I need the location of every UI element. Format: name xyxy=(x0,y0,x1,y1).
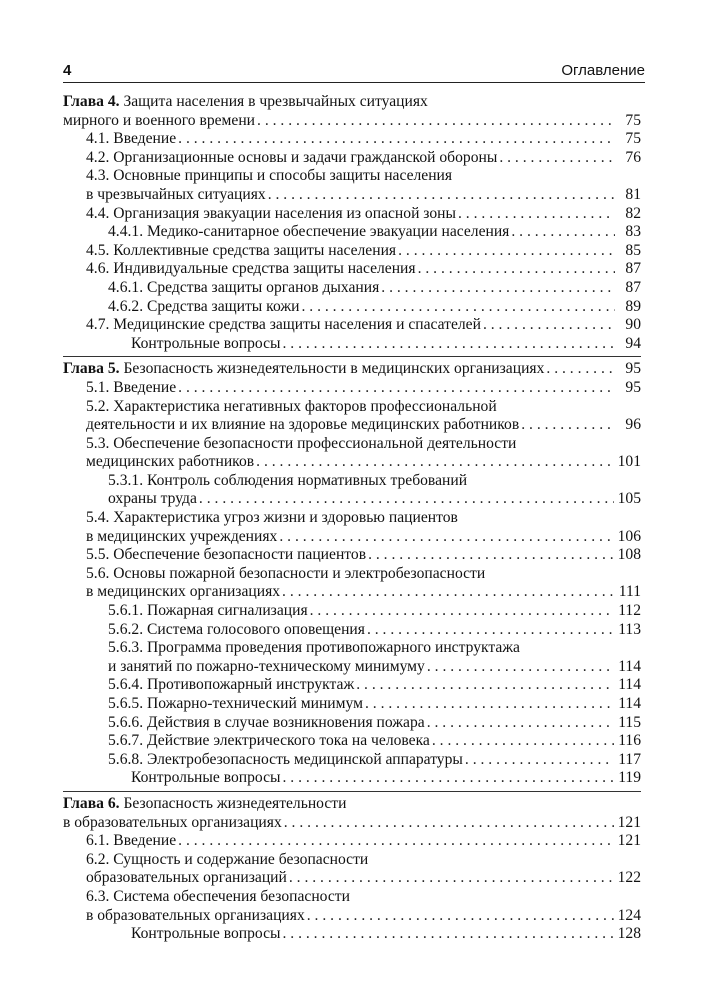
toc-entry-title: Контрольные вопросы xyxy=(131,769,281,787)
toc-entry-title: 4.2. Организационные основы и задачи гражданской обороны xyxy=(86,148,498,166)
toc-entry-title: 4.6.2. Средства защиты кожи xyxy=(108,297,300,315)
toc-entry-page: 112 xyxy=(618,602,641,620)
toc-entry-title: 5.3. Обеспечение безопасности профессиональной деятельности xyxy=(86,434,517,452)
toc-entry-line xyxy=(63,435,641,454)
toc-entry-line xyxy=(63,565,641,584)
table-of-contents xyxy=(63,93,641,944)
toc-entry-page: 116 xyxy=(618,732,641,750)
toc-entry[interactable] xyxy=(63,695,641,714)
chapter-label: Глава 5. xyxy=(63,360,120,378)
toc-entry-page: 87 xyxy=(625,278,641,296)
toc-entry-title: в образовательных организациях xyxy=(63,813,282,831)
toc-entry-title: 4.6.1. Средства защиты органов дыхания xyxy=(108,278,380,296)
toc-entry[interactable] xyxy=(63,621,641,640)
toc-entry-page: 95 xyxy=(625,360,641,378)
chapter-5-heading[interactable] xyxy=(63,360,641,379)
toc-entry-line xyxy=(63,888,641,907)
toc-entry-title: 4.4. Организация эвакуации населения из опасной зоны xyxy=(86,204,456,222)
toc-entry-page: 105 xyxy=(617,490,641,508)
toc-entry-title: 5.6.5. Пожарно-технический минимум xyxy=(108,695,363,712)
chapter-label: Глава 6. xyxy=(63,794,120,812)
toc-entry-title: 4.1. Введение xyxy=(86,130,177,148)
toc-entry-title: 5.6. Основы пожарной безопасности и электробезопасности xyxy=(86,564,486,582)
toc-entry-title: 6.2. Сущность и содержание безопасности xyxy=(86,850,369,868)
toc-entry[interactable] xyxy=(63,205,641,224)
chapter-title: Безопасность жизнедеятельности в медицинских организациях xyxy=(123,360,545,378)
toc-entry[interactable] xyxy=(63,814,641,833)
toc-entry-page: 85 xyxy=(625,241,641,259)
toc-entry-page: 111 xyxy=(618,583,641,601)
toc-entry-title: 5.5. Обеспечение безопасности пациентов xyxy=(86,546,367,564)
toc-entry[interactable] xyxy=(63,528,641,547)
toc-entry-page: 89 xyxy=(625,297,641,315)
toc-entry-page: 87 xyxy=(625,260,641,278)
toc-entry-title: 5.2. Характеристика негативных факторов профессиональной xyxy=(86,397,497,415)
toc-entry-page: 90 xyxy=(625,316,641,334)
toc-entry[interactable] xyxy=(63,925,641,944)
toc-entry-page: 128 xyxy=(617,925,641,943)
toc-entry-page: 114 xyxy=(618,676,641,694)
toc-entry-page: 83 xyxy=(625,223,641,241)
toc-entry-page: 117 xyxy=(618,750,641,768)
toc-entry-page: 96 xyxy=(625,416,641,434)
toc-entry-line xyxy=(63,472,641,491)
toc-entry[interactable] xyxy=(63,130,641,149)
toc-entry-page: 119 xyxy=(618,769,641,787)
toc-entry[interactable] xyxy=(63,335,641,354)
toc-entry[interactable] xyxy=(63,112,641,131)
toc-entry-title: образовательных организаций xyxy=(86,869,287,887)
toc-entry-page: 75 xyxy=(625,130,641,148)
toc-entry-title: в медицинских организациях xyxy=(86,583,281,601)
toc-entry-page: 82 xyxy=(625,204,641,222)
toc-entry[interactable] xyxy=(63,714,641,733)
toc-entry-title: охраны труда xyxy=(108,490,197,508)
chapter-title: Безопасность жизнедеятельности xyxy=(123,794,347,812)
toc-entry-title: деятельности и их влияние на здоровье медицинских работников xyxy=(86,416,520,434)
toc-entry-title: 5.6.8. Электробезопасность медицинской аппаратуры xyxy=(108,750,463,768)
chapter-label: Глава 4. xyxy=(63,93,120,110)
toc-entry-title: 5.6.4. Противопожарный инструктаж xyxy=(108,676,355,694)
toc-entry[interactable] xyxy=(63,583,641,602)
toc-entry-title: 4.7. Медицинские средства защиты населения и спасателей xyxy=(86,316,481,334)
toc-entry-page: 108 xyxy=(617,546,641,564)
chapter-title: Защита населения в чрезвычайных ситуациях xyxy=(123,93,428,110)
toc-entry-title: в чрезвычайных ситуациях xyxy=(86,185,266,203)
toc-entry[interactable] xyxy=(63,316,641,335)
toc-entry-page: 106 xyxy=(617,527,641,545)
toc-entry-line xyxy=(63,398,641,417)
toc-entry[interactable] xyxy=(63,279,641,298)
toc-entry-title: 4.4.1. Медико-санитарное обеспечение эвакуации населения xyxy=(108,223,510,241)
toc-entry[interactable] xyxy=(63,832,641,851)
chapter-4-heading xyxy=(63,93,641,112)
toc-entry-line xyxy=(63,509,641,528)
toc-entry-title: Контрольные вопросы xyxy=(131,925,281,943)
toc-entry[interactable] xyxy=(63,751,641,770)
toc-entry[interactable] xyxy=(63,223,641,242)
toc-entry-title: 5.6.2. Система голосового оповещения xyxy=(108,620,365,638)
toc-entry[interactable] xyxy=(63,907,641,926)
toc-entry[interactable] xyxy=(63,453,641,472)
toc-entry-page: 114 xyxy=(618,695,641,712)
toc-entry[interactable] xyxy=(63,658,641,677)
toc-entry-page: 95 xyxy=(625,378,641,396)
toc-entry-line xyxy=(63,851,641,870)
toc-entry-title: мирного и военного времени xyxy=(63,111,256,129)
toc-entry[interactable] xyxy=(63,490,641,509)
chapter-divider xyxy=(63,356,641,357)
toc-entry[interactable] xyxy=(63,602,641,621)
toc-entry-line xyxy=(63,167,641,186)
toc-entry[interactable] xyxy=(63,149,641,168)
toc-entry[interactable] xyxy=(63,732,641,751)
toc-entry-title: Контрольные вопросы xyxy=(131,334,281,352)
toc-entry-title: медицинских работников xyxy=(86,453,255,471)
toc-entry-line xyxy=(63,639,641,658)
toc-entry-title: 6.3. Система обеспечения безопасности xyxy=(86,887,350,905)
toc-entry-title: 4.5. Коллективные средства защиты населения xyxy=(86,241,397,259)
toc-entry-title: 6.1. Введение xyxy=(86,832,177,850)
toc-entry-page: 81 xyxy=(625,185,641,203)
running-header xyxy=(63,60,645,83)
toc-entry[interactable] xyxy=(63,379,641,398)
toc-entry-title: 5.6.3. Программа проведения противопожарного инструктажа xyxy=(108,639,520,657)
toc-entry[interactable] xyxy=(63,769,641,788)
toc-entry-title: и занятий по пожарно-техническому минимуму xyxy=(108,657,425,675)
toc-entry[interactable] xyxy=(63,298,641,317)
chapter-divider xyxy=(63,791,641,792)
page-number: 4 xyxy=(63,62,72,79)
toc-entry-title: в медицинских учреждениях xyxy=(86,527,278,545)
toc-entry[interactable] xyxy=(63,416,641,435)
toc-entry-title: 4.6. Индивидуальные средства защиты населения xyxy=(86,260,416,278)
toc-entry-page: 115 xyxy=(618,713,641,731)
toc-entry-page: 121 xyxy=(617,813,641,831)
toc-entry-page: 121 xyxy=(617,832,641,850)
running-title: Оглавление xyxy=(561,62,645,79)
toc-entry-title: 5.3.1. Контроль соблюдения нормативных требований xyxy=(108,471,468,489)
toc-entry-title: 5.6.6. Действия в случае возникновения пожара xyxy=(108,713,425,731)
toc-entry-title: 5.6.7. Действие электрического тока на человека xyxy=(108,732,430,750)
toc-entry-page: 122 xyxy=(617,869,641,887)
toc-entry[interactable] xyxy=(63,242,641,261)
toc-entry-page: 101 xyxy=(617,453,641,471)
toc-entry-title: 4.3. Основные принципы и способы защиты населения xyxy=(86,167,453,185)
toc-entry-page: 75 xyxy=(625,111,641,129)
toc-entry[interactable] xyxy=(63,186,641,205)
toc-entry-title: 5.1. Введение xyxy=(86,378,177,396)
chapter-6-heading xyxy=(63,795,641,814)
toc-entry-page: 76 xyxy=(625,148,641,166)
toc-entry-page: 124 xyxy=(617,906,641,924)
toc-entry[interactable] xyxy=(63,546,641,565)
toc-entry-page: 114 xyxy=(618,657,641,675)
toc-entry[interactable] xyxy=(63,869,641,888)
toc-entry-title: 5.6.1. Пожарная сигнализация xyxy=(108,602,308,620)
toc-entry-title: в образовательных организациях xyxy=(86,906,305,924)
toc-entry[interactable] xyxy=(63,260,641,279)
toc-entry-title: 5.4. Характеристика угроз жизни и здоровью пациентов xyxy=(86,509,458,527)
toc-entry[interactable] xyxy=(63,676,641,695)
toc-entry-page: 94 xyxy=(625,334,641,352)
toc-entry-page: 113 xyxy=(618,620,641,638)
